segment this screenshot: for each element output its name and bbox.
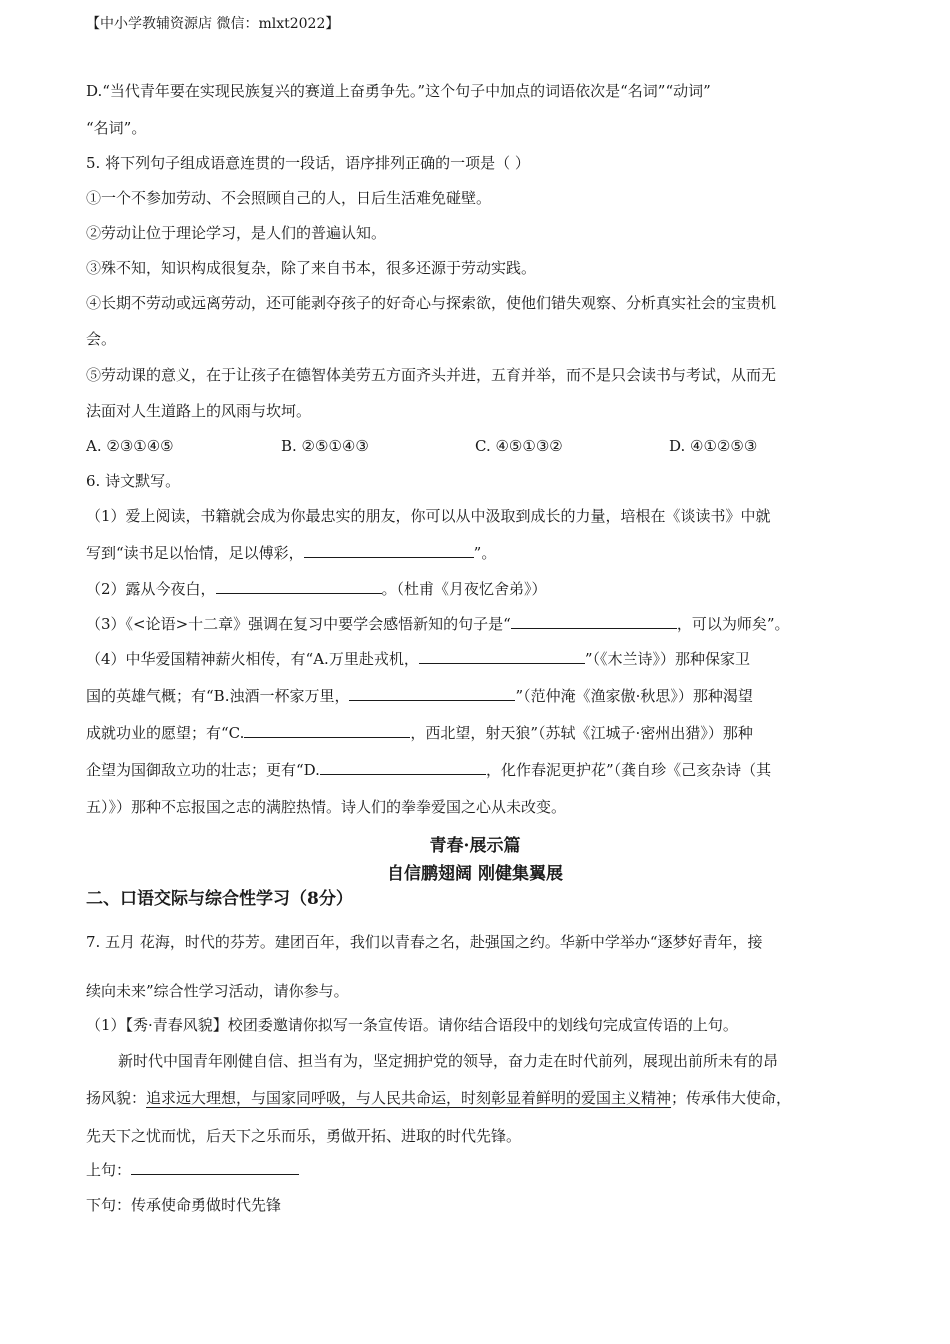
- q5-sentence-5-line2: 法面对人生道路上的风雨与坎坷。: [86, 402, 312, 420]
- q6-part1-text: 写到“读书足以怡情，足以傅彩，: [86, 544, 304, 562]
- q5-sentence-4-line2: 会。: [86, 330, 117, 348]
- q7-part1: （1）【秀·青春风貌】校团委邀请你拟写一条宣传语。请你结合语段中的划线句完成宣传语的上句。: [86, 1016, 738, 1034]
- q6-part2: [86, 578, 547, 600]
- section-title: 青春·展示篇: [429, 836, 521, 856]
- q6-part4-text-b: 国的英雄气概；有“B.浊酒一杯家万里，: [86, 687, 350, 705]
- answer-blank[interactable]: [349, 685, 515, 701]
- q6-part1-text-end: ”。: [473, 544, 497, 562]
- q5-sentence-4-line1: ④长期不劳动或远离劳动，还可能剥夺孩子的好奇心与探索欲，使他们错失观察、分析真实社会的宝贵机: [86, 294, 777, 312]
- q5-option-b: B. ②⑤①④③: [281, 437, 369, 455]
- lower-line: 下句：传承使命勇做时代先锋: [86, 1196, 282, 1214]
- q7-passage-line2: [86, 1087, 791, 1109]
- q6-part2-text-end: 。（杜甫《月夜忆舍弟》）: [381, 580, 547, 598]
- q7-passage-text-end: ；传承伟大使命，: [671, 1089, 792, 1107]
- q7-passage-line3: 先天下之忧而忧，后天下之乐而乐，勇做开拓、进取的时代先锋。: [86, 1127, 522, 1145]
- q6-part4-text-b-end: ”（范仲淹《渔家傲·秋思》）那种渴望: [515, 687, 753, 705]
- q6-part4-text-c-end: ，西北望，射天狼”（苏轼《江城子·密州出猎》）那种: [410, 724, 753, 742]
- answer-blank[interactable]: [216, 578, 382, 594]
- q5-sentence-5-line1: ⑤劳动课的意义，在于让孩子在德智体美劳五方面齐头并进，五育并举，而不是只会读书与考试，从而无: [86, 366, 777, 384]
- section-subtitle: 自信鹏翅阔 刚健集翼展: [387, 864, 563, 884]
- q6-part2-text: （2）露从今夜白，: [86, 580, 216, 598]
- answer-blank[interactable]: [419, 648, 585, 664]
- q5-option-a: A. ②③①④⑤: [86, 437, 174, 455]
- q6-part1-line2: [86, 542, 496, 564]
- q6-part1-line1: （1）爱上阅读，书籍就会成为你最忠实的朋友，你可以从中汲取到成长的力量，培根在《谈读书》中就: [86, 507, 771, 525]
- upper-line: [86, 1159, 299, 1181]
- answer-blank[interactable]: [511, 613, 677, 629]
- answer-blank[interactable]: [320, 759, 486, 775]
- q6-part4-line3: [86, 722, 753, 744]
- q5-sentence-3: ③殊不知，知识构成很复杂，除了来自书本，很多还源于劳动实践。: [86, 259, 537, 277]
- q6-stem: 6. 诗文默写。: [86, 472, 181, 490]
- q6-part4-line4: [86, 759, 771, 781]
- q7-line1: 7. 五月 花海，时代的芬芳。建团百年，我们以青春之名，赴强国之约。华新中学举办“逐梦好青年，接: [86, 933, 763, 951]
- q5-sentence-1: ①一个不参加劳动、不会照顾自己的人，日后生活难免碰壁。: [86, 189, 492, 207]
- underlined-sentence: 追求远大理想，与国家同呼吸，与人民共命运，时刻彰显着鲜明的爱国主义精神: [146, 1089, 672, 1107]
- page-header: 【中小学教辅资源店 微信：mlxt2022】: [86, 16, 340, 32]
- q5-stem: 5. 将下列句子组成语意连贯的一段话，语序排列正确的一项是（ ）: [86, 154, 530, 172]
- q7-passage-line1: 新时代中国青年刚健自信、担当有为，坚定拥护党的领导，奋力走在时代前列，展现出前所未有的昂: [118, 1052, 779, 1070]
- q6-part4-text-a-end: ”（《木兰诗》）那种保家卫: [584, 650, 750, 668]
- q6-part4-line2: [86, 685, 753, 707]
- q6-part3: [86, 613, 790, 635]
- q6-part4-text-d: 企望为国御敌立功的壮志；更有“D.: [86, 761, 320, 779]
- answer-blank[interactable]: [304, 542, 474, 558]
- q6-part4-text-d-end: ，化作春泥更护花”（龚自珍《己亥杂诗（其: [485, 761, 772, 779]
- q5-sentence-2: ②劳动让位于理论学习，是人们的普遍认知。: [86, 224, 387, 242]
- q6-part4-text-c: 成就功业的愿望；有“C.: [86, 724, 245, 742]
- q5-option-d: D. ④①②⑤③: [669, 437, 758, 455]
- q7-line2: 续向未来”综合性学习活动，请你参与。: [86, 982, 349, 1000]
- section-heading: 二、口语交际与综合性学习（8分）: [86, 889, 353, 909]
- q6-part4-text-a: （4）中华爱国精神薪火相传，有“A.万里赴戎机，: [86, 650, 419, 668]
- q4-option-d-line2: “名词”。: [86, 119, 147, 137]
- upper-label: 上句：: [86, 1161, 132, 1179]
- q6-part3-text-end: ，可以为师矣”。: [676, 615, 790, 633]
- q4-option-d-line1: D.“当代青年要在实现民族复兴的赛道上奋勇争先。”这个句子中加点的词语依次是“名词”“动词”: [86, 82, 711, 100]
- q6-part3-text: （3）《<论语>十二章》强调在复习中要学会感悟新知的句子是“: [86, 615, 511, 633]
- answer-blank[interactable]: [244, 722, 410, 738]
- q6-part4-line1: [86, 648, 750, 670]
- q7-passage-text: 扬风貌：: [86, 1089, 147, 1107]
- q6-part4-line5: 五）》）那种不忘报国之志的满腔热情。诗人们的拳拳爱国之心从未改变。: [86, 798, 567, 816]
- answer-blank[interactable]: [131, 1159, 299, 1175]
- q5-option-c: C. ④⑤①③②: [475, 437, 563, 455]
